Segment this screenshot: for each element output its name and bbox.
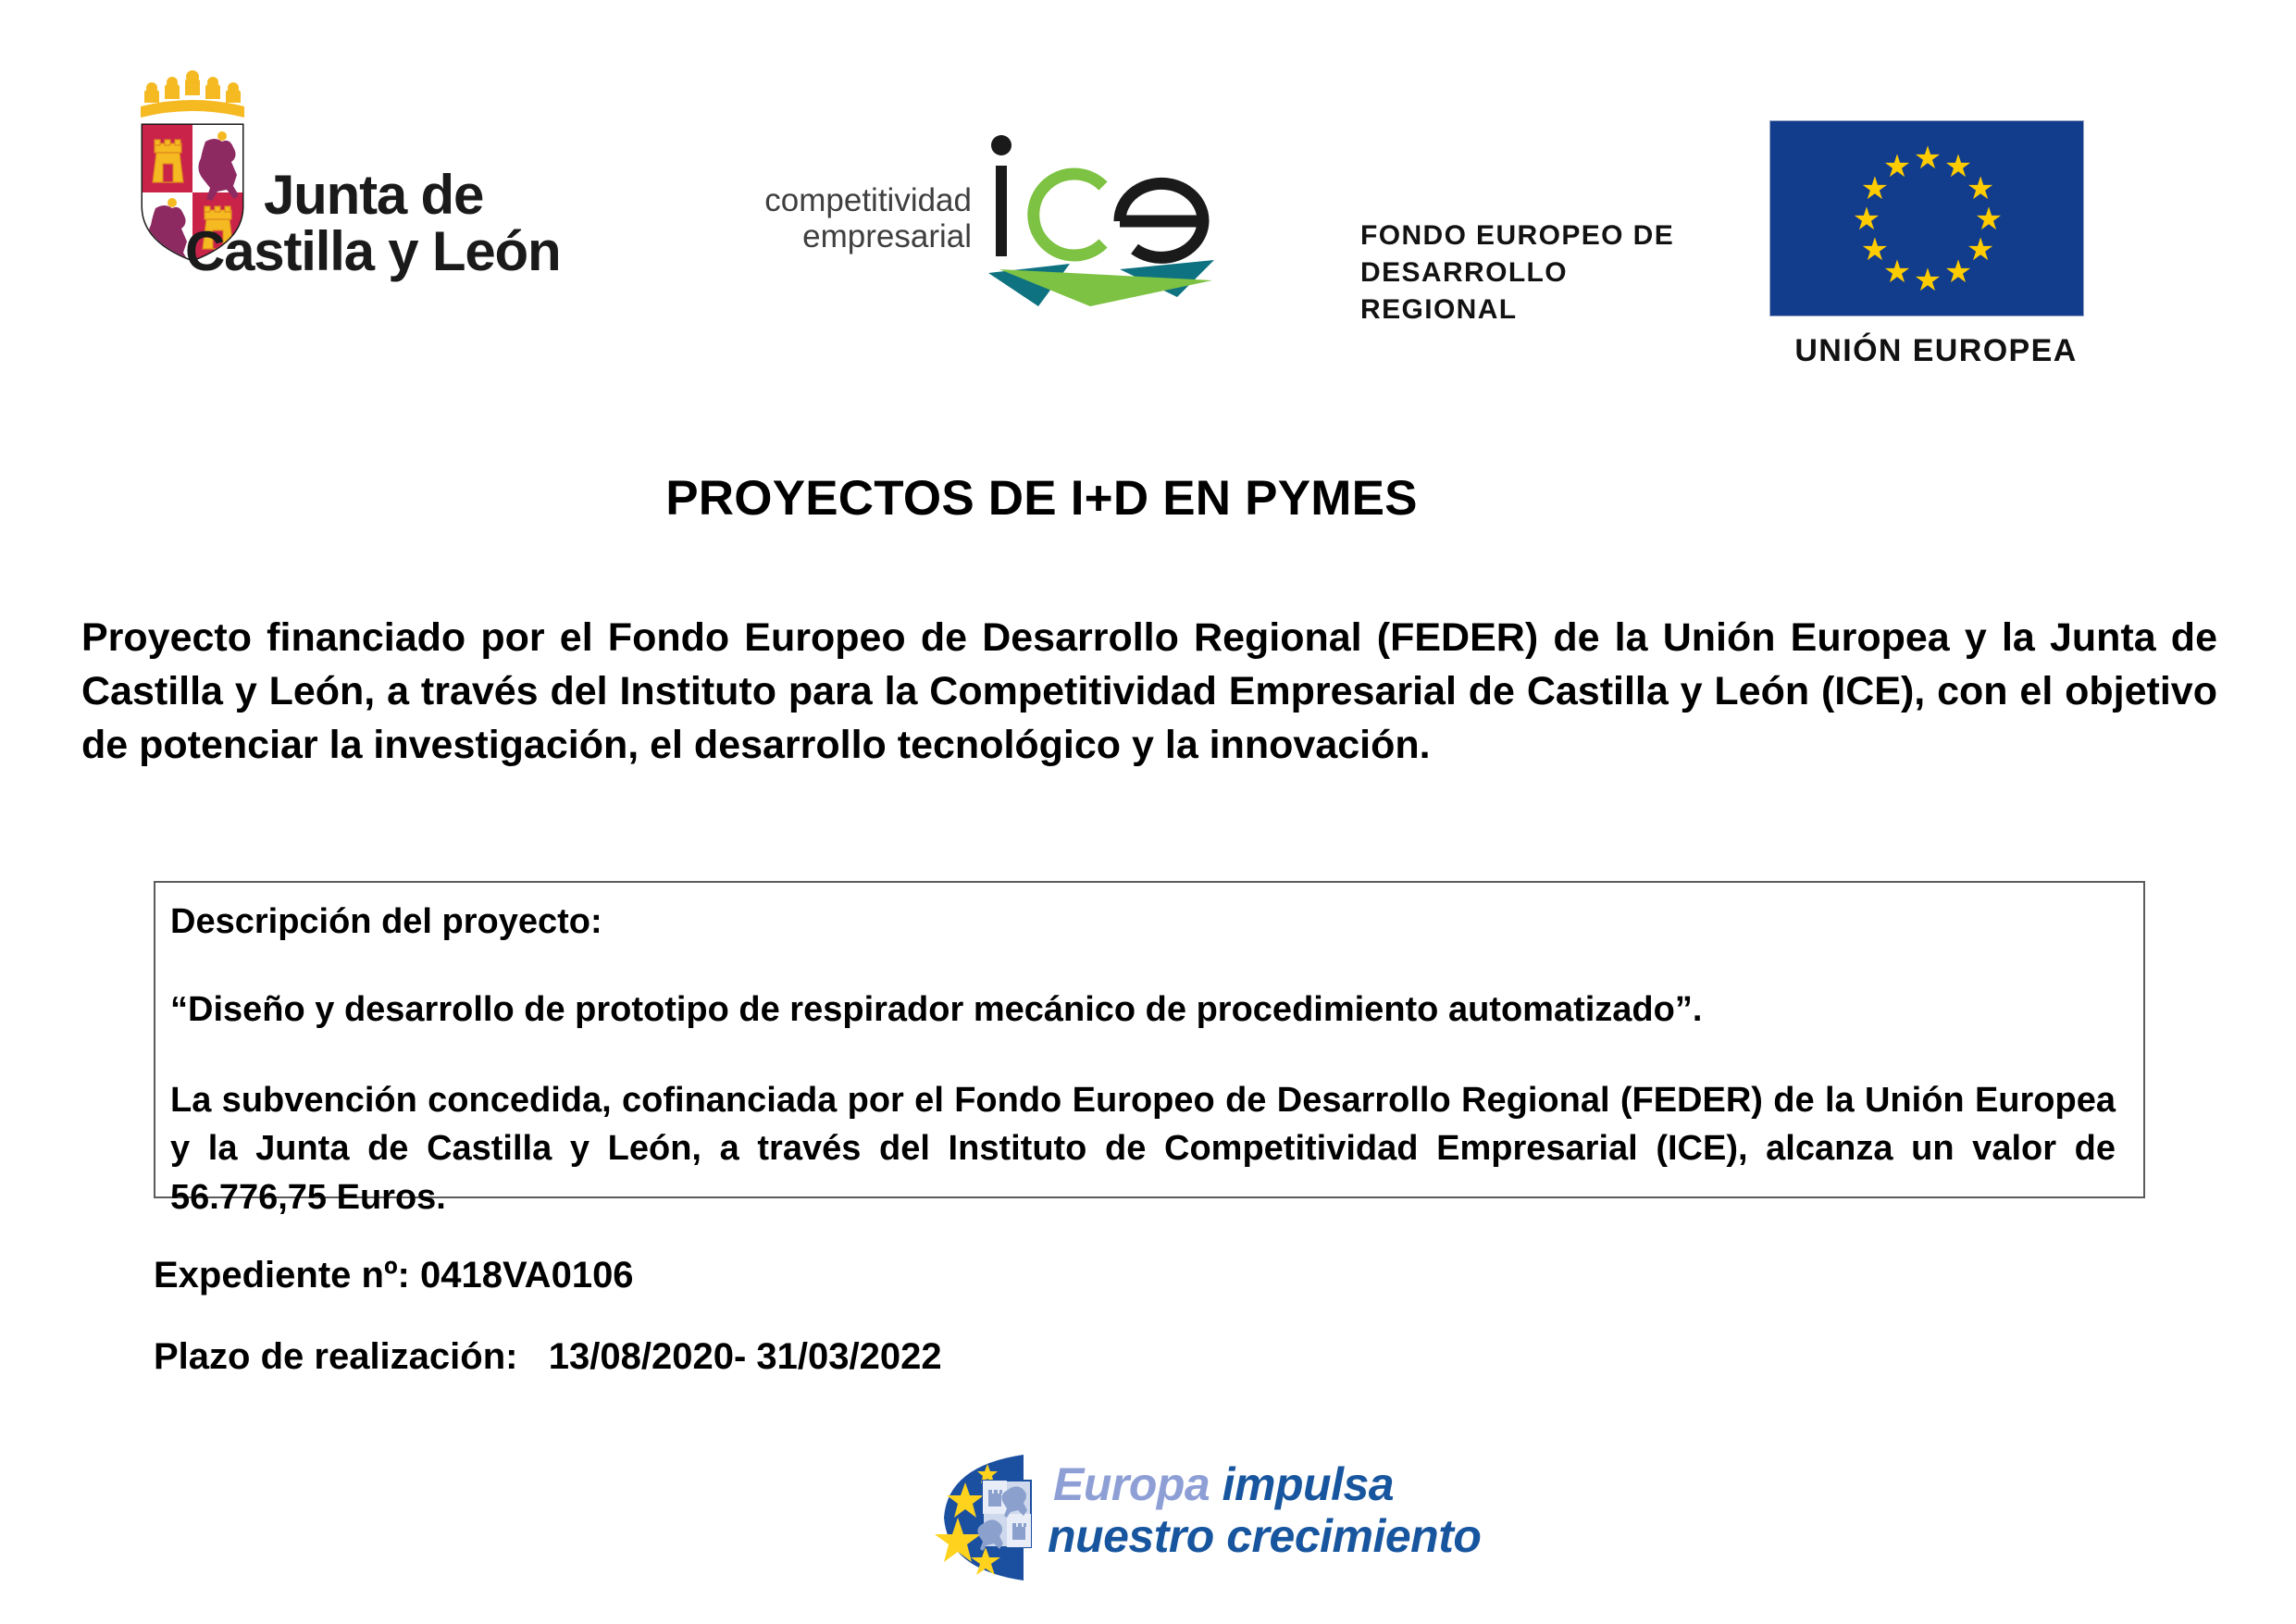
ice-tagline-line2: empresarial [802,218,972,255]
description-label: Descripción del proyecto: [170,902,602,941]
project-description-box [154,881,2145,1217]
description-project-title: “Diseño y desarrollo de prototipo de respirador mecánico de procedimiento automatizado”. [170,990,1703,1030]
feder-line3: REGIONAL [1360,293,1518,325]
europa-impulsa-word-europa: Europa [1053,1458,1210,1510]
eu-star-icon: ★ [1943,254,1973,291]
expediente-line: Expediente nº: 0418VA0106 [154,1255,634,1295]
european-union-logo [1769,120,2103,369]
junta-logo-line1: Junta de [264,164,484,226]
eu-star-icon: ★ [1852,202,1881,237]
eu-star-icon: ★ [1943,148,1973,184]
eu-star-icon: ★ [1913,263,1942,298]
europa-impulsa-emblem-icon [935,1451,1053,1582]
plazo-line: Plazo de realización: 13/08/2020- 31/03/2022 [154,1336,942,1377]
eu-star-icon: ★ [1882,148,1912,184]
ice-tagline-line1: competitividad [764,182,972,218]
european-union-flag-icon [1769,120,2084,316]
junta-logo-text [185,164,561,283]
description-grant-text: La subvención concedida, cofinanciada por el Fondo Europeo de Desarrollo Regional (FEDER) de la Unión Europea y la Junta de Castilla y León, a través del Instituto de Competitividad Empresarial (ICE), alcanza un valor de 56.776,75 Euros. [170,1080,2116,1217]
eu-star-icon: ★ [1913,141,1942,176]
ice-logo [703,125,1222,310]
project-meta [154,1257,1449,1419]
intro-paragraph: Proyecto financiado por el Fondo Europeo de Desarrollo Regional (FEDER) de la Unión Europea y la Junta de Castilla y León, a través del Instituto para la Competitividad Empresarial de Castilla y León (ICE), con el objetivo de potenciar la investigación, el desarrollo tecnológico y la innovación. [81,615,2217,768]
junta-castilla-y-leon-logo [111,51,561,329]
eu-star-icon: ★ [1974,202,2004,237]
feder-line2: DESARROLLO [1360,256,1568,288]
eu-star-icon: ★ [1966,232,1995,267]
european-union-label: UNIÓN EUROPEA [1794,333,2078,368]
header-logo-strip [0,0,2296,416]
europa-impulsa-text [1048,1458,1482,1562]
ice-logo-icon [981,125,1222,310]
feder-line1: FONDO EUROPEO DE [1360,220,1675,251]
eu-star-icon: ★ [1882,254,1912,291]
eu-star-icon: ★ [1860,232,1890,267]
junta-logo-line2: Castilla y León [185,220,561,283]
feder-wordmark [1360,217,1674,329]
eu-star-icon: ★ [1966,171,1995,206]
page-title: PROYECTOS DE I+D EN PYMES [665,471,1418,526]
europa-impulsa-logo [935,1451,1490,1599]
eu-star-icon: ★ [1860,171,1890,206]
europa-impulsa-line2: nuestro crecimiento [1048,1510,1482,1562]
europa-impulsa-word-impulsa: impulsa [1210,1458,1395,1510]
ice-tagline [703,182,972,254]
